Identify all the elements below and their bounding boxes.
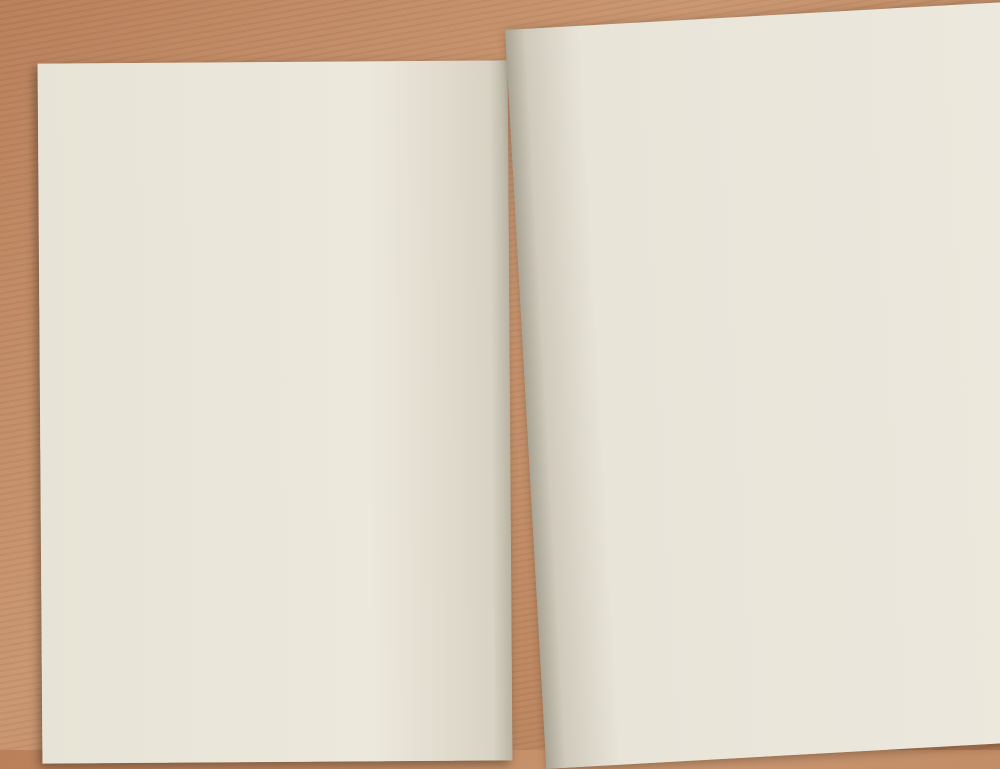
left-book-page bbox=[38, 60, 513, 763]
right-book-page bbox=[505, 2, 1000, 769]
